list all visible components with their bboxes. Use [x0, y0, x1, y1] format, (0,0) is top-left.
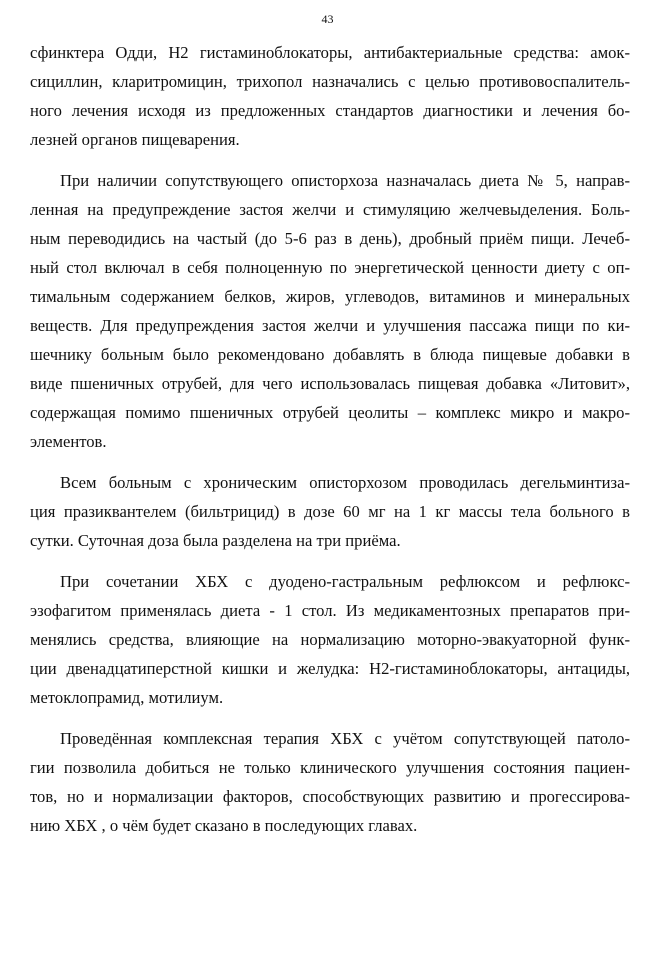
text-line: шечнику больным было рекомендовано добавлять в блюда пищевые добавки в: [30, 345, 630, 364]
text-line: тов, но и нормализации факторов, способствующих развитию и прогессирова-: [30, 787, 630, 806]
document-body: [30, 38, 630, 852]
text-line: ция празиквантелем (бильтрицид) в дозе 60 мг на 1 кг массы тела больного в: [30, 502, 630, 521]
paragraph-2: [30, 166, 630, 456]
text-line: элементов.: [30, 432, 107, 451]
text-line: менялись средства, влияющие на нормализацию моторно-эвакуаторной функ-: [30, 630, 630, 649]
text-line: веществ. Для предупреждения застоя желчи и улучшения пассажа пищи по ки-: [30, 316, 630, 335]
text-line: ции двенадцатиперстной кишки и желудка: Н2-гистаминоблокаторы, антациды,: [30, 659, 630, 678]
paragraph-5: [30, 724, 630, 840]
text-line: нию ХБХ , о чём будет сказано в последующих главах.: [30, 816, 418, 835]
text-line: Всем больным с хроническим описторхозом проводилась дегельминтиза-: [60, 473, 630, 492]
text-line: сутки. Суточная доза была разделена на три приёма.: [30, 531, 401, 550]
text-line: метоклопрамид, мотилиум.: [30, 688, 224, 707]
text-line: лезней органов пищеварения.: [30, 130, 240, 149]
paragraph-3: [30, 468, 630, 555]
text-line: ного лечения исходя из предложенных стандартов диагностики и лечения бо-: [30, 101, 630, 120]
text-line: эзофагитом применялась диета - 1 стол. Из медикаментозных препаратов при-: [30, 601, 630, 620]
text-line: виде пшеничных отрубей, для чего использовалась пищевая добавка «Литовит»,: [30, 374, 630, 393]
text-line: сициллин, кларитромицин, трихопол назначались с целью противовоспалитель-: [30, 72, 630, 91]
text-line: сфинктера Одди, Н2 гистаминоблокаторы, антибактериальные средства: амок-: [30, 43, 630, 62]
text-line: ный стол включал в себя полноценную по энергетической ценности диету с оп-: [30, 258, 630, 277]
text-line: ленная на предупреждение застоя желчи и стимуляцию желчевыделения. Боль-: [30, 200, 630, 219]
text-line: гии позволила добиться не только клинического улучшения состояния пациен-: [30, 758, 630, 777]
text-line: содержащая помимо пшеничных отрубей цеолиты – комплекс микро и макро-: [30, 403, 630, 422]
paragraph-4: [30, 567, 630, 712]
text-line: ным переводидись на частый (до 5-6 раз в день), дробный приём пищи. Лечеб-: [30, 229, 630, 248]
page-number: 43: [321, 12, 334, 26]
text-line: При наличии сопутствующего описторхоза назначалась диета № 5, направ-: [60, 171, 630, 190]
text-line: При сочетании ХБХ с дуодено-гастральным рефлюксом и рефлюкс-: [60, 572, 630, 591]
paragraph-1: [30, 38, 630, 154]
text-line: Проведённая комплексная терапия ХБХ с учётом сопутствующей патоло-: [60, 729, 630, 748]
text-line: тимальным содержанием белков, жиров, углеводов, витаминов и минеральных: [30, 287, 630, 306]
